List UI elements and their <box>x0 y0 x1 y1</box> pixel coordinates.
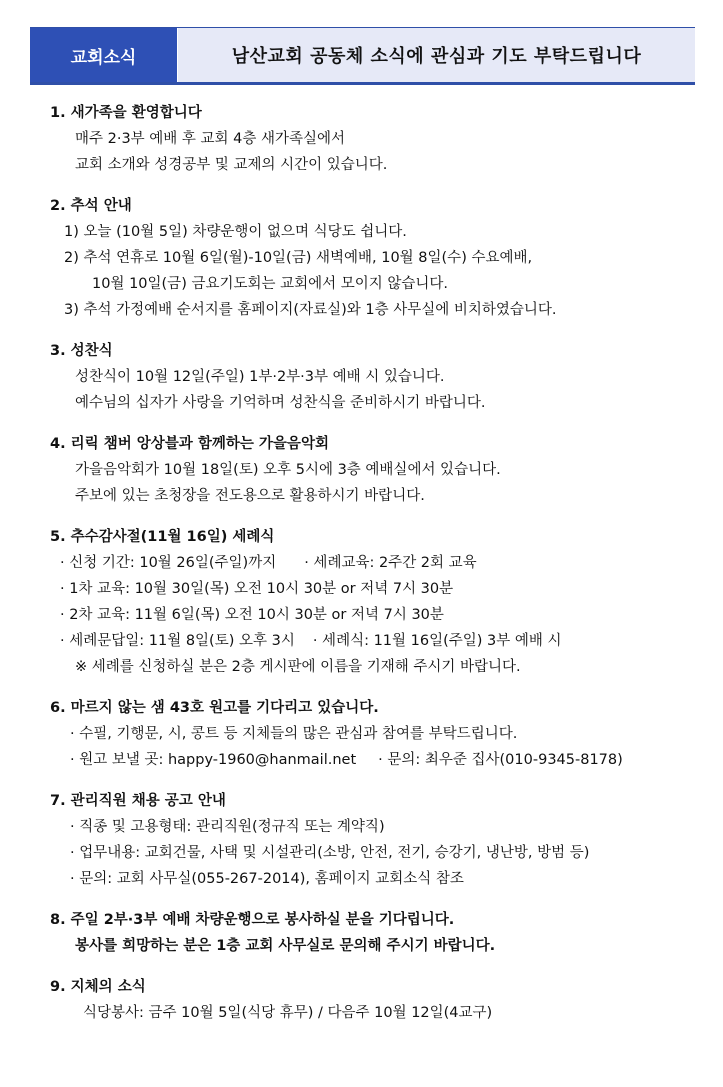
section-title: 2. 추석 안내 <box>50 198 132 214</box>
news-item-baptism <box>50 524 705 680</box>
news-item-magazine <box>50 695 705 773</box>
section-title: 9. 지체의 소식 <box>50 979 146 995</box>
section-title: 5. 추수감사절(11월 16일) 세례식 <box>50 529 275 545</box>
news-item-communion <box>50 338 705 416</box>
section-note: ※ 세례를 신청하실 분은 2층 게시판에 이름을 기재해 주시기 바랍니다. <box>75 659 521 675</box>
line-part: · 세례교육: 2주간 2회 교육 <box>304 555 477 571</box>
section-line: 가을음악회가 10월 18일(토) 오후 5시에 3층 예배실에서 있습니다. <box>75 462 501 478</box>
section-line: 봉사를 희망하는 분은 1층 교회 사무실로 문의해 주시기 바랍니다. <box>75 938 496 954</box>
news-item-member-news <box>50 974 705 1026</box>
section-line <box>50 628 705 654</box>
section-line: 예수님의 십자가 사랑을 기억하며 성찬식을 준비하시기 바랍니다. <box>75 395 486 411</box>
news-item-job-posting <box>50 788 705 892</box>
line-part: · 원고 보낼 곳: happy-1960@hanmail.net <box>70 752 357 768</box>
news-item-volunteer-drivers <box>50 907 705 959</box>
section-title: 7. 관리직원 채용 공고 안내 <box>50 793 226 809</box>
section-line: · 문의: 교회 사무실(055-267-2014), 홈페이지 교회소식 참조 <box>70 871 464 887</box>
line-part: · 세례식: 11월 16일(주일) 3부 예배 시 <box>312 633 562 649</box>
section-title: 8. 주일 2부·3부 예배 차량운행으로 봉사하실 분을 기다립니다. <box>50 912 455 928</box>
section-line: 매주 2·3부 예배 후 교회 4층 새가족실에서 <box>75 131 346 147</box>
line-part: · 신청 기간: 10월 26일(주일)까지 <box>60 555 277 571</box>
section-line: 3) 추석 가정예배 순서지를 홈페이지(자료실)와 1층 사무실에 비치하였습니다. <box>64 302 557 318</box>
section-line: 성찬식이 10월 12일(주일) 1부·2부·3부 예배 시 있습니다. <box>75 369 445 385</box>
section-title: 3. 성찬식 <box>50 343 113 359</box>
news-list <box>50 100 705 1041</box>
section-line: · 2차 교육: 11월 6일(목) 오전 10시 30분 or 저녁 7시 30분 <box>60 607 444 623</box>
line-part: · 문의: 최우준 집사(010-9345-8178) <box>378 752 623 768</box>
section-line: 2) 추석 연휴로 10월 6일(월)-10일(금) 새벽예배, 10월 8일(수) 수요예배, <box>64 250 533 266</box>
section-line: 주보에 있는 초청장을 전도용으로 활용하시기 바랍니다. <box>75 488 425 504</box>
news-item-concert <box>50 431 705 509</box>
section-title: 6. 마르지 않는 샘 43호 원고를 기다리고 있습니다. <box>50 700 379 716</box>
section-title: 4. 리릭 챔버 앙상블과 함께하는 가을음악회 <box>50 436 329 452</box>
section-line: 1) 오늘 (10월 5일) 차량운행이 없으며 식당도 쉽니다. <box>64 224 407 240</box>
section-line: 교회 소개와 성경공부 및 교제의 시간이 있습니다. <box>75 157 388 173</box>
section-line: 식당봉사: 금주 10월 5일(식당 휴무) / 다음주 10월 12일(4교구) <box>83 1005 493 1021</box>
news-item-chuseok <box>50 193 705 323</box>
line-part: · 세례문답일: 11월 8일(토) 오후 3시 <box>60 633 295 649</box>
section-line: · 수필, 기행문, 시, 콩트 등 지체들의 많은 관심과 참여를 부탁드립니다. <box>70 726 518 742</box>
section-line: · 1차 교육: 10월 30일(목) 오전 10시 30분 or 저녁 7시 30분 <box>60 581 454 597</box>
header-banner <box>30 27 695 85</box>
page-title: 남산교회 공동체 소식에 관심과 기도 부탁드립니다 <box>178 28 695 82</box>
section-line <box>50 747 705 773</box>
news-item-new-family <box>50 100 705 178</box>
section-line: 10월 10일(금) 금요기도회는 교회에서 모이지 않습니다. <box>92 276 449 292</box>
section-title: 1. 새가족을 환영합니다 <box>50 105 202 121</box>
section-line: · 업무내용: 교회건물, 사택 및 시설관리(소방, 안전, 전기, 승강기, 냉난방, 방범 등) <box>70 845 590 861</box>
category-tag: 교회소식 <box>30 28 177 82</box>
section-line <box>50 550 705 576</box>
section-line: · 직종 및 고용형태: 관리직원(정규직 또는 계약직) <box>70 819 385 835</box>
